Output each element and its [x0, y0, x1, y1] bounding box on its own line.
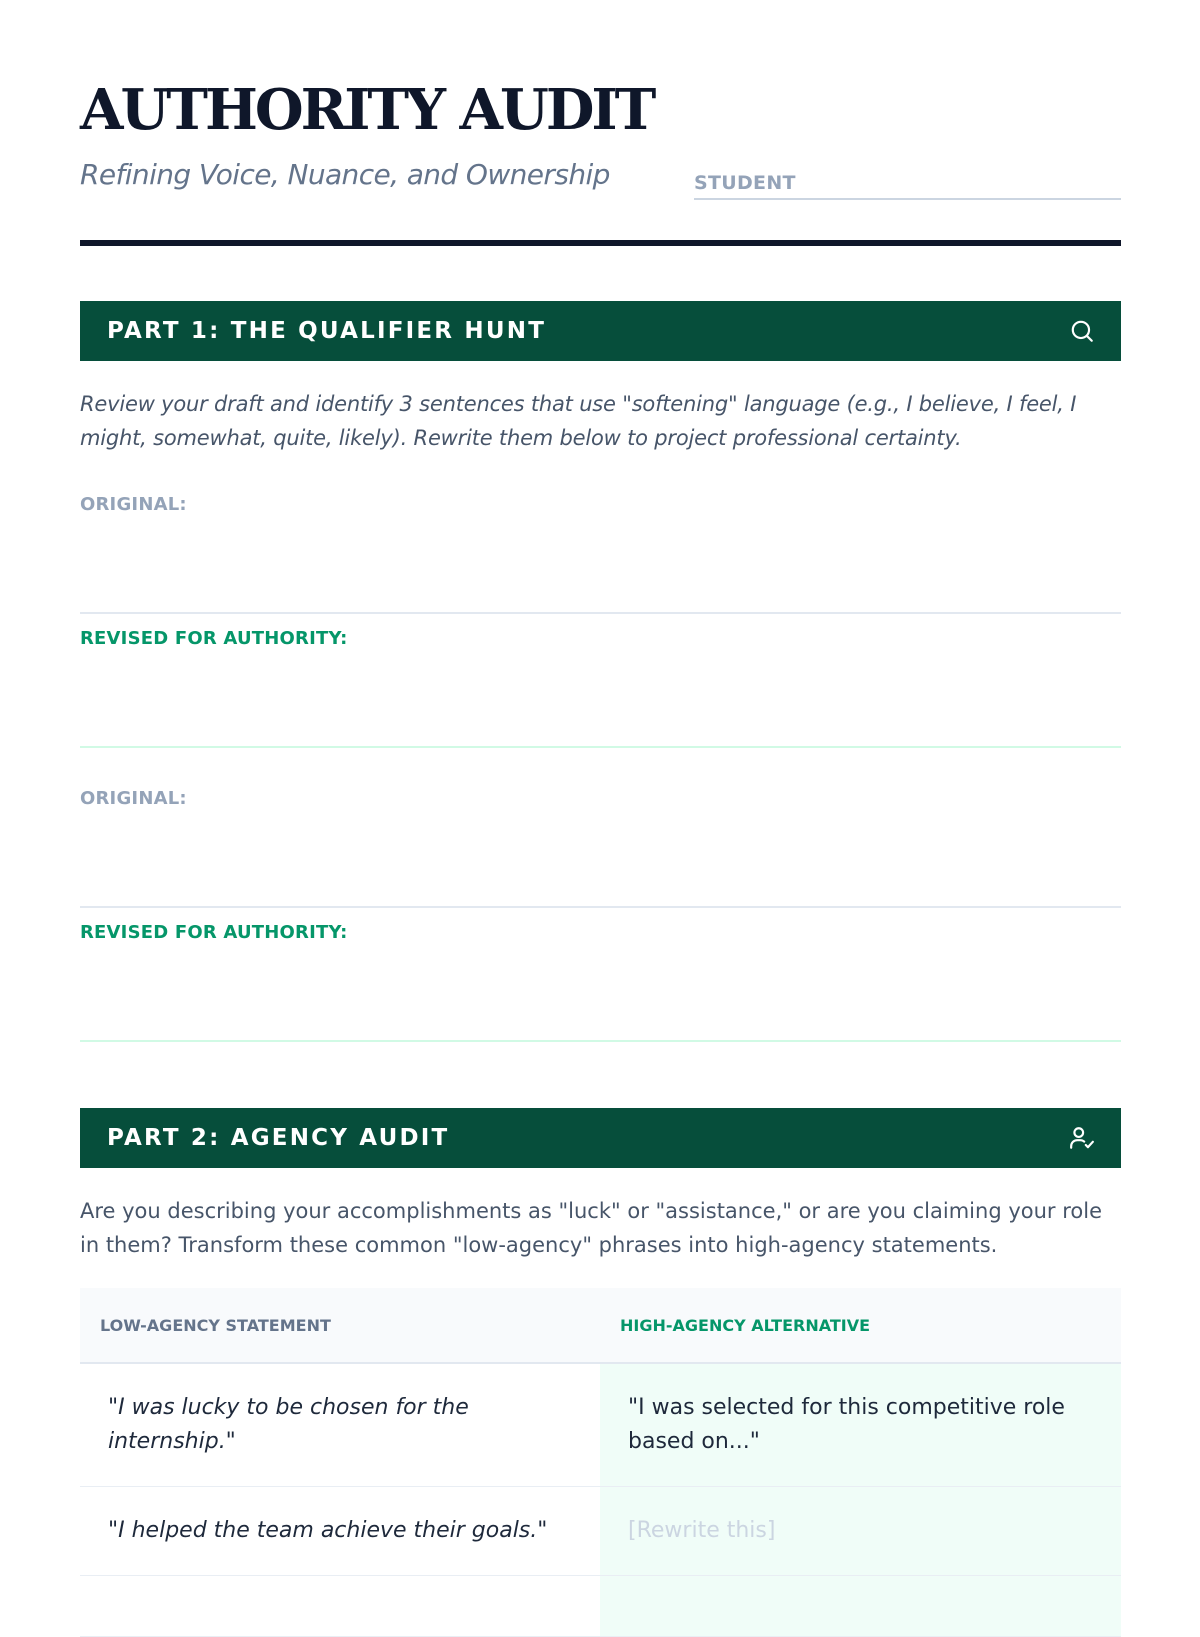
student-name-field[interactable]: [694, 172, 1121, 200]
part1-header: [80, 301, 1121, 361]
original-label: ORIGINAL:: [80, 788, 187, 809]
column-header-low-agency: LOW-AGENCY STATEMENT: [80, 1288, 600, 1363]
low-agency-cell: [80, 1576, 600, 1637]
high-agency-cell[interactable]: [600, 1576, 1121, 1637]
table-row: [80, 1487, 1121, 1576]
table-header-row: [80, 1288, 1121, 1363]
revised-label: REVISED FOR AUTHORITY:: [80, 922, 348, 943]
part2-heading: PART 2: AGENCY AUDIT: [107, 1125, 450, 1151]
user-check-icon: [1069, 1125, 1095, 1151]
original-label: ORIGINAL:: [80, 494, 187, 515]
part1-instructions: Review your draft and identify 3 sentences that use "softening" language (e.g., I believe, I feel, I might, somewhat, quite, likely). Rewrite them below to project professional certainty.: [80, 392, 1077, 450]
part2-header: [80, 1108, 1121, 1168]
column-header-high-agency: HIGH-AGENCY ALTERNATIVE: [600, 1288, 1121, 1363]
search-icon: [1069, 318, 1095, 344]
high-agency-cell[interactable]: "I was selected for this competitive role based on...": [600, 1363, 1121, 1487]
page-subtitle: Refining Voice, Nuance, and Ownership: [80, 158, 610, 191]
low-agency-cell: "I helped the team achieve their goals.": [80, 1487, 600, 1576]
agency-table: [80, 1288, 1121, 1637]
header-divider: [80, 240, 1121, 246]
revised-answer-line[interactable]: [80, 746, 1121, 748]
table-row: [80, 1363, 1121, 1487]
high-agency-cell[interactable]: [Rewrite this]: [600, 1487, 1121, 1576]
table-row: [80, 1576, 1121, 1637]
part1-heading: PART 1: THE QUALIFIER HUNT: [107, 318, 547, 344]
student-label: STUDENT: [694, 172, 796, 194]
low-agency-cell: "I was lucky to be chosen for the internship.": [80, 1363, 600, 1487]
part2-instructions: Are you describing your accomplishments as "luck" or "assistance," or are you claiming your role in them? Transform these common "low-agency" phrases into high-agency statements.: [80, 1199, 1102, 1257]
original-answer-line[interactable]: [80, 906, 1121, 908]
original-answer-line[interactable]: [80, 612, 1121, 614]
page-title: AUTHORITY AUDIT: [80, 77, 654, 143]
revised-answer-line[interactable]: [80, 1040, 1121, 1042]
revised-label: REVISED FOR AUTHORITY:: [80, 628, 348, 649]
